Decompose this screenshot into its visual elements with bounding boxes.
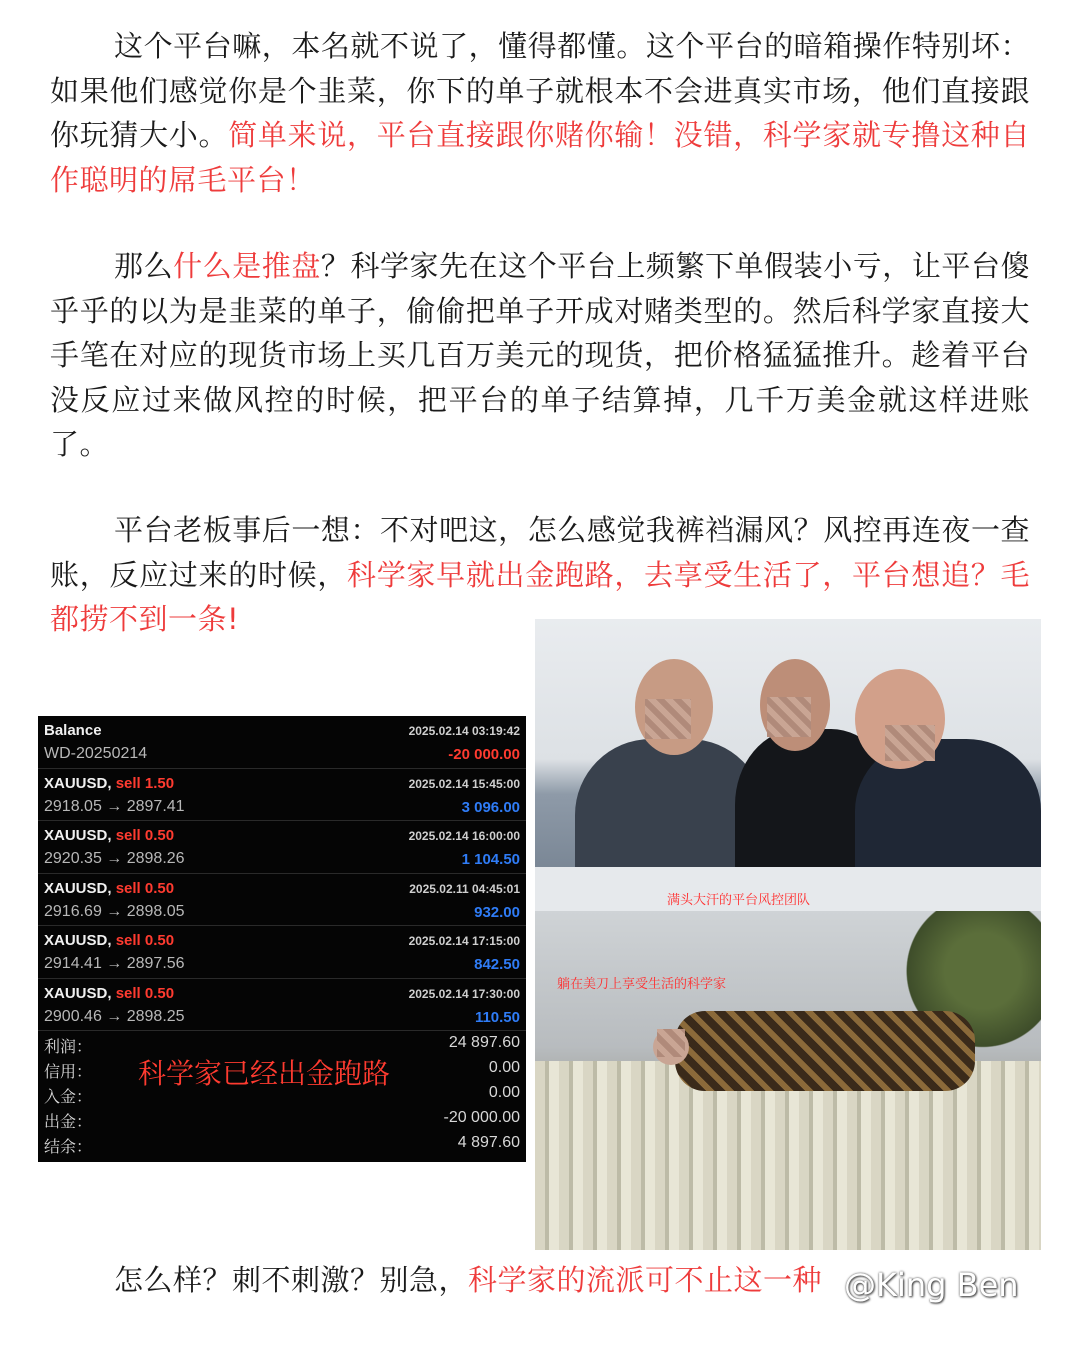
balance-label: Balance bbox=[44, 722, 102, 739]
trade-prices: 2900.46 → 2898.25 bbox=[44, 1007, 185, 1025]
balance-row bbox=[38, 716, 526, 769]
summary-label: 利润： bbox=[44, 1039, 93, 1056]
summary-value: 4 897.60 bbox=[457, 1134, 520, 1151]
balance-amount: -20 000.00 bbox=[448, 746, 520, 763]
summary-value: 24 897.60 bbox=[448, 1034, 520, 1051]
highlight-text: 什么是推盘 bbox=[173, 249, 321, 283]
trade-prices: 2918.05 → 2897.41 bbox=[44, 797, 185, 815]
balance-time: 2025.02.14 03:19:42 bbox=[408, 724, 520, 738]
trade-row bbox=[38, 926, 526, 979]
highlight-text: 简单来说，平台直接跟你赌你输！没错，科学家就专撸这种自作聪明的屌毛平台！ bbox=[50, 118, 1030, 197]
trade-side: sell 1.50 bbox=[115, 774, 175, 792]
summary-row bbox=[38, 1132, 526, 1157]
trade-time: 2025.02.14 15:45:00 bbox=[408, 776, 520, 791]
summary-label: 入金： bbox=[44, 1089, 93, 1106]
trade-profit: 932.00 bbox=[474, 903, 520, 921]
blanket bbox=[675, 1011, 975, 1091]
trade-side: sell 0.50 bbox=[115, 984, 175, 1002]
trade-history-screenshot bbox=[38, 716, 526, 1162]
face-blur bbox=[657, 1029, 685, 1057]
trade-time: 2025.02.14 16:00:00 bbox=[408, 829, 520, 843]
summary-row bbox=[38, 1107, 526, 1132]
trade-symbol: XAUUSD, sell 1.50 bbox=[44, 774, 175, 792]
trade-row bbox=[38, 821, 526, 874]
summary-value: 0.00 bbox=[488, 1084, 520, 1101]
caption-scientist: 躺在美刀上享受生活的科学家 bbox=[557, 977, 727, 992]
caption-risk-team: 满头大汗的平台风控团队 bbox=[667, 893, 811, 908]
trade-symbol: XAUUSD, sell 0.50 bbox=[44, 984, 175, 1002]
highlight-text: 科学家早就出金跑路，去享受生活了，平台想追？毛都捞不到一条! bbox=[50, 557, 1030, 636]
photo-money-bed bbox=[535, 911, 1041, 1250]
summary-label: 信用： bbox=[44, 1064, 93, 1081]
paragraph-text: ？科学家先在这个平台上频繁下单假装小亏，让平台傻乎乎的以为是韭菜的单子，偷偷把单子开成对赌类型的。然后科学家直接大手笔在对应的现货市场上买几百万美元的现货，把价格猛猛推升。趁着平台没反应过来做风控的时候，把平台的单子结算掉，几千万美金就这样进账了。 bbox=[50, 249, 1030, 461]
trade-symbol: XAUUSD, sell 0.50 bbox=[44, 879, 175, 897]
paragraph-platform-intro bbox=[50, 24, 1030, 202]
overlay-caption: 科学家已经出金跑路 bbox=[138, 1058, 391, 1089]
withdrawal-id: WD-20250214 bbox=[44, 745, 148, 762]
account-summary bbox=[38, 1032, 526, 1157]
trade-row bbox=[38, 769, 526, 822]
paragraph-what-is-pumping bbox=[50, 244, 1030, 467]
face-blur bbox=[885, 725, 935, 761]
trade-row bbox=[38, 874, 526, 927]
trade-side: sell 0.50 bbox=[115, 827, 175, 844]
trade-profit: 3 096.00 bbox=[461, 798, 520, 816]
weibo-watermark: @King Ben bbox=[844, 1266, 1019, 1304]
trade-symbol: XAUUSD, sell 0.50 bbox=[44, 827, 175, 844]
trade-prices: 2916.69 → 2898.05 bbox=[44, 902, 185, 920]
trade-time: 2025.02.14 17:30:00 bbox=[408, 986, 520, 1001]
summary-label: 出金： bbox=[44, 1114, 93, 1131]
trade-row bbox=[38, 979, 526, 1032]
paragraph-text: 怎么样？刺不刺激？别急， bbox=[114, 1263, 469, 1297]
trade-list bbox=[38, 769, 526, 1032]
face-blur bbox=[767, 697, 811, 737]
trade-prices: 2914.41 → 2897.56 bbox=[44, 955, 185, 972]
summary-label: 结余： bbox=[44, 1139, 93, 1156]
summary-value: -20 000.00 bbox=[443, 1109, 520, 1126]
photo-risk-team bbox=[535, 619, 1041, 911]
trade-profit: 1 104.50 bbox=[461, 851, 520, 868]
trade-time: 2025.02.14 17:15:00 bbox=[408, 934, 520, 948]
paragraph-text: 这个平台嘛，本名就不说了，懂得都懂。这个平台的暗箱操作特别坏：如果他们感觉你是个韭菜，你下的单子就根本不会进真实市场，他们直接跟你玩猜大小。 bbox=[50, 29, 1030, 152]
face-blur bbox=[645, 699, 691, 739]
trade-time: 2025.02.11 04:45:01 bbox=[409, 881, 520, 896]
paragraph-text: 平台老板事后一想：不对吧这，怎么感觉我裤裆漏风？风控再连夜一查账，反应过来的时候， bbox=[50, 513, 1030, 592]
trade-side: sell 0.50 bbox=[115, 879, 175, 897]
paragraph-text: 那么 bbox=[114, 249, 174, 283]
trade-symbol: XAUUSD, sell 0.50 bbox=[44, 932, 175, 949]
trade-profit: 110.50 bbox=[474, 1008, 520, 1026]
trade-side: sell 0.50 bbox=[115, 932, 175, 949]
trade-prices: 2920.35 → 2898.26 bbox=[44, 850, 185, 867]
highlight-text: 科学家的流派可不止这一种 bbox=[468, 1263, 823, 1297]
summary-value: 0.00 bbox=[488, 1059, 520, 1076]
trade-profit: 842.50 bbox=[474, 956, 520, 973]
